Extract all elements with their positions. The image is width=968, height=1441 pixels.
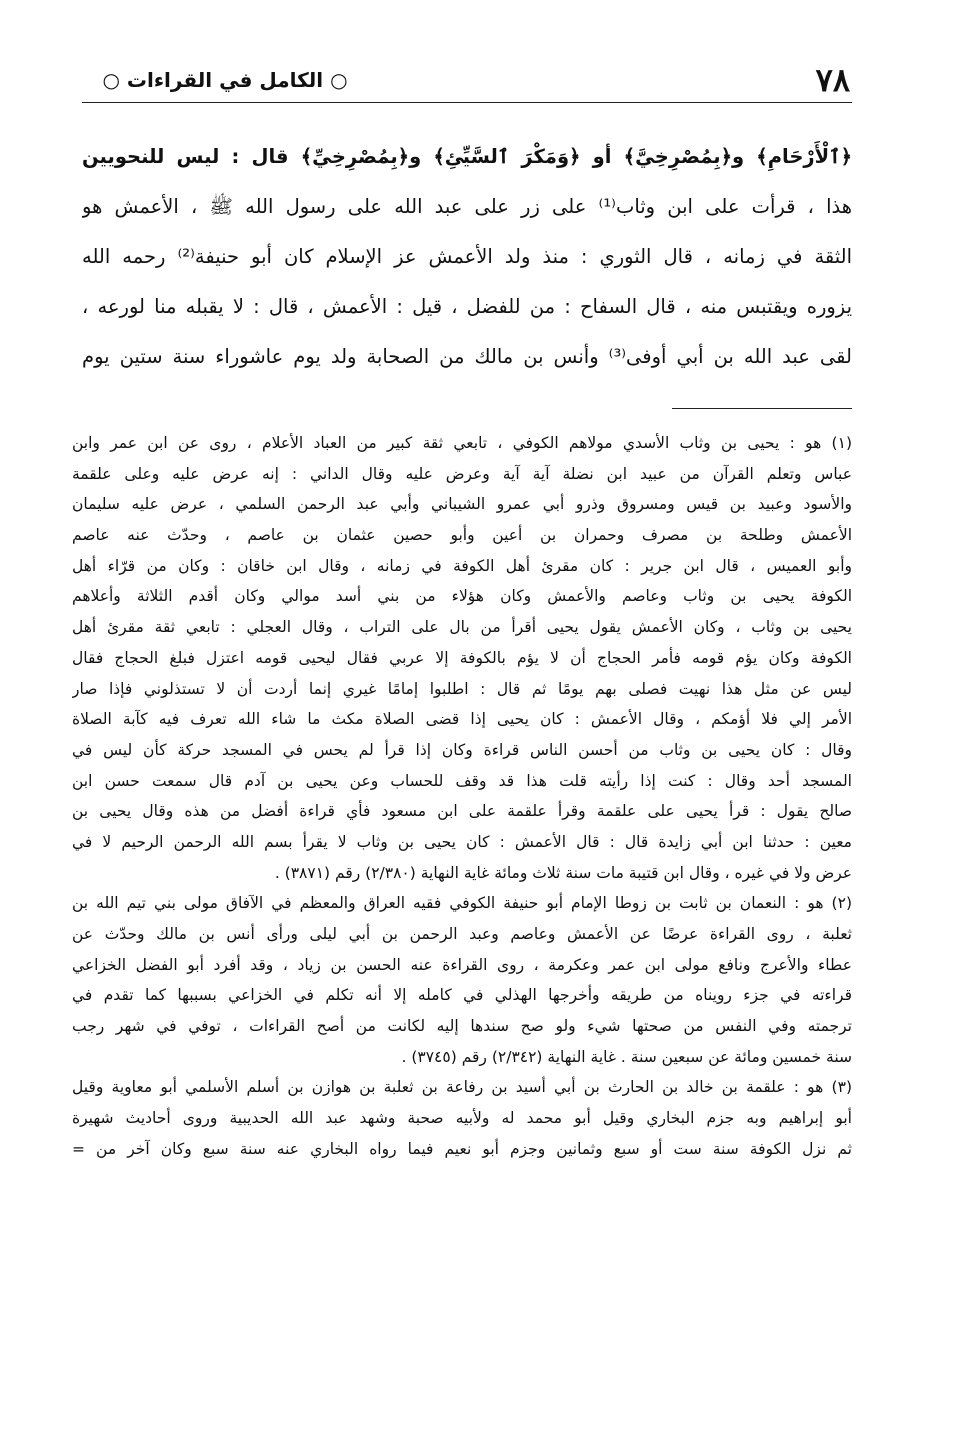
footnote-line: وقال : كان يحيى بن وثاب من أحسن الناس قراءة وكان إذا قرأ لم يحس في المسجد حركة كأن ليس في [72,740,852,759]
page-number: ٧٨ [815,61,850,99]
main-line: الثقة في زمانه ، قال الثوري : منذ ولد الأعمش عز الإسلام كان أبو حنيفة⁽²⁾ رحمه الله [82,245,852,268]
main-line: هذا ، قرأت على ابن وثاب⁽¹⁾ على زر على عبد الله على رسول الله ﷺ ، الأعمش هو [82,195,852,218]
footnotes-separator [672,408,852,409]
footnote-line: والأسود وعبيد بن قيس ومسروق وذرو أبي عمرو الشيباني وأبي عبد الرحمن السلمي ، عرض عليه سليمان [72,495,852,514]
footnotes [72,428,852,1165]
footnote-line: عطاء والأعرج ونافع مولى ابن عمر وعكرمة ، روى القراءة عنه الحسن بن زياد ، وقد أفرد أبو الفضل الخزاعي [72,955,852,974]
footnote-line: معين : حدثنا ابن أبي زايدة قال : قال الأعمش : كان يحيى بن وثاب لا يقرأ بسم الله الرحمن الرحيم لا في [72,832,852,851]
footnote-line: قراءته في جزء رويناه من طريقه وأخرجها الهذلي في كامله إلا أنه تكلم في الخزاعي بسببها كما تقدم في [72,986,852,1005]
footnote-line: سنة خمسين ومائة عن سبعين سنة . غاية النهاية (٢/٣٤٢) رقم (٣٧٤٥) . [401,1047,852,1066]
main-line: يزوره ويقتبس منه ، قال السفاح : من للفضل ، قيل : الأعمش ، قال : لا يقبله منا لورعه ، [82,295,852,318]
footnote-1 [72,428,852,888]
footnote-3 [72,1072,852,1164]
footnote-line: وأبو العميس ، قال ابن جرير : كان مقرئ أهل الكوفة في زمانه ، وقال ابن خاقان : وكان من قرّاء أهل [72,556,852,575]
footnote-line: يحيى بن وثاب ، وكان الأعمش يقول يحيى أقرأ من بال على التراب ، وقال العجلي : تابعي ثقة مقرئ أهل [72,618,852,637]
footnote-line: ثعلبة ، روى القراءة عرضًا عن الأعمش وعاصم وعبد الرحمن بن أبي ليلى ورأى أنس بن مالك وحدّث عن [72,925,852,943]
footnote-line: المسجد أحد وقال : كنت إذا رأيته قلت هذا قد وقف للحساب وعن يحيى بن آدم قال سمعت حسن ابن [72,771,852,790]
footnote-line: (٢) هو : النعمان بن ثابت بن زوطا الإمام أبو حنيفة الكوفي فقيه العراق والمعظم في الآفاق مولى بني تيم الله بن [72,894,852,913]
header-rule [82,102,852,103]
running-title: ○ الكامل في القراءات ○ [102,68,348,92]
main-text [82,132,852,382]
footnote-line: ثم نزل الكوفة سنة ست أو سبع وثمانين وجزم أبو نعيم فيما رواه البخاري عنه سنة سبع وكان آخر من = [72,1139,852,1158]
footnote-line: أبو إبراهيم وبه جزم البخاري وقيل أبو محمد له ولأبيه صحبة وشهد عبد الله الحديبية وروى أحاديث شهيرة [72,1109,852,1128]
footnote-line: ليس عن مثل هذا نهيت فصلى بهم يومًا ثم قال : اطلبوا إمامًا غيري إنما أردت أن لا تستذلوني فإذا صار [72,679,852,698]
footnote-2 [72,888,852,1072]
footnote-line: الكوفة وكان يؤم قومه فأمر الحجاج أن لا يؤم بالكوفة إلا عربي فقال ليحيى قومه اعتزل فبلغ الحجاج فقال [72,648,852,667]
footnote-line: ترجمته وفي النفس من صحتها شيء ولو صح سندها إليه لكانت من أصح القراءات ، توفي في شهر رجب [72,1017,852,1036]
footnote-line: عباس وتعلم القرآن من عبيد ابن نضلة آية آية وعرض عليه وقال الداني : إنه عرض عليه وعلى علقمة [72,464,852,483]
footnote-line: الأعمش وطلحة بن مصرف وحمران بن أعين وأبو حصين عثمان بن عاصم ، وحدّث عنه عاصم [72,526,852,545]
footnote-line: الأمر إلي فلا أؤمكم ، وقال الأعمش : كان يحيى إذا قضى الصلاة مكث ما شاء الله تعرف فيه كآبة الصلاة [72,710,852,729]
footnote-line: عرض ولا في غيره ، وقال ابن قتيبة مات سنة ثلاث ومائة غاية النهاية (٢/٣٨٠) رقم (٣٨٧١) . [274,863,852,882]
footnote-line: (٣) هو : علقمة بن خالد بن الحارث بن أبي أسيد بن رفاعة بن ثعلبة بن هوازن بن أسلم الأسلمي أبو معاوية وقيل [72,1078,852,1097]
main-line: لقى عبد الله بن أبي أوفى⁽³⁾ وأنس بن مالك من الصحابة ولد يوم عاشوراء سنة ستين يوم [82,345,852,368]
footnote-line: الكوفة يحيى بن وثاب وعاصم والأعمش وكان هؤلاء من بني أسد موالي وكان أقدم الثلاثة وأعلاهم [72,587,852,606]
footnote-line: (١) هو : يحيى بن وثاب الأسدي مولاهم الكوفي ، تابعي ثقة كبير من العباد الأعلام ، روى عن ابن عمر وابن [72,434,852,452]
footnote-line: صالح يقول : قرأ يحيى على علقمة وقرأ علقمة على ابن مسعود فأي قراءة أفضل من هذه وقال يحيى بن [72,802,852,821]
main-line: ﴿ٱلْأَرْحَامِ﴾ و﴿بِمُصْرِخِيَّ﴾ أو ﴿وَمَكْرَ ٱلسَّيِّئِ﴾ و﴿بِمُصْرِخِيِّ﴾ قال : ليس للنحويين [82,145,852,168]
